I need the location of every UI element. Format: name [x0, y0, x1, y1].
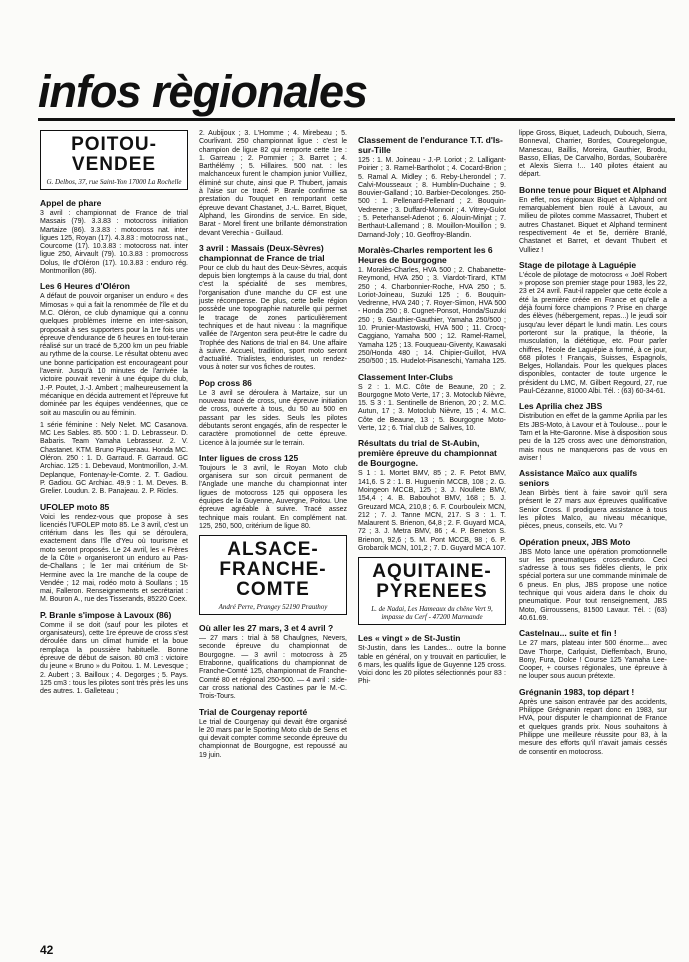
column-1	[40, 130, 188, 700]
article-text: Le 27 mars, plateau inter 500 énorme... avec Dave Thorpe, Carlquist, Dieffembach, Bruno, Bony, Fura, Dolce ! Course 125 Yamaha Lee-Cooper, + courses régionales, une épreuve à ne louper sous aucun prétexte.	[519, 640, 667, 681]
article-heading: Classement de l'endurance T.T. d'Is-sur-Tille	[358, 135, 503, 155]
article-text: Voici les rendez-vous que propose à ses licenciés l'UFOLEP moto 85. Le 3 avril, c'est un critérium dans les îles qui se déroulera, exactement dans l'île d'Yeu où tourisme et moto seront proposés. Le 24 avril, les « Frères de la Côte » organiseront un enduro au Pas-de-Challans ; le 1er mai critérium de St-Hermine avec la 1re manche de la coupe de Vendée ; 12 mai, rodéo moto à Soullans ; 15 mai, Falleron. Renseignements et secrétariat : M. Bouron A., rue des Tisserands, 85220 Coex.	[40, 513, 188, 604]
article-heading: Stage de pilotage à Laguépie	[519, 259, 637, 270]
article-heading: 3 avril : Massais (Deux-Sèvres) championnat de France de trial	[199, 242, 325, 263]
article-text: A défaut de pouvoir organiser un enduro « des Mimosas » qui a fait la renommée de l'île et du M.C. Oléron, ce club dynamique qui a connu quelques problèmes interne en inter-saison, proposait à ses supporters pour la 1re fois une épreuve d'endurance de 6 heures en tout-terain réalisé sur un tracé de 5,200 km un peu friable au rythme de la course. Le résultat obtenu avec une bonne participation est encourageant pour l'avenir. Jusqu'à 10 minutes de l'arrivée la victoire pouvait revenir à une équipe du club, J.-P. Poutet, J.-J. Ambert ; malheureusement la mécanique en décida autrement et l'épreuve fut dominée par les équipes vendéennes, que ce soit au masculin ou au féminin.	[40, 293, 188, 417]
article-heading: Les 6 Heures d'Oléron	[40, 281, 130, 292]
article-heading: Opération pneux, JBS Moto	[519, 536, 631, 547]
article-text: Le 3 avril se déroulera à Martaize, sur un nouveau tracé de cross, une épreuve initiation de cross, ouverte à tous, du 50 au 500 en passant par les sides. Seuls les pilotes débutants seront engagés, afin de respecter le caractère promotionnel de cette épreuve. Licence à la journée sur le terrain.	[199, 389, 347, 447]
article-text: Jean Birbès tient à faire savoir qu'il sera présent le 27 mars aux épreuves qualificative Senior Cross. Il prodiguera assistance à tous les pilotes Maïco, au niveau mécanique, pièces, pneus, conseils, etc. Vu ?	[519, 490, 667, 531]
article-heading: Les Aprilia chez JBS	[519, 401, 603, 412]
article-heading: P. Branle s'impose à Lavoux (86)	[40, 609, 172, 620]
article-text: 2. Aubijoux ; 3. L'Homme ; 4. Mirebeau ; 5. Courlivant. 250 championnat ligue : c'est le champion de ligue 82 qui remporte cette 1re : 1. Garreau ; 2. Pommier ; 3. Barret ; 4. Barthélémy ; 5. Hillaires. 500 nat. : les malchanceux furent le champion junior Vuilliez, éliminé sur chute, ainsi que P. Thubert, jamais à l'aise sur ce tracé. P. Branle confirme sa prestation du Touquet en remportant cette épreuve devant Chastanet, J.-L. Barret, Biquet, Alphand, les Girondins de service. En side, Barat - Morel firent une brillante démonstration devant Verechia - Guillaud.	[199, 130, 347, 237]
article-text: S 1 : 1. Mortet BMV, 85 ; 2. F. Petot BMV, 141,6. S 2 : 1. B. Huguenin MCCB, 108 ; 2. G. Moingeon MCCB, 125 ; 3. J. Noullete BMV, 154,4 ; 4. B. Babouhot BMV, 168 ; 5. J. Greuzard MCA, 210,8 ; 6. F. Courbouleix MCN, 212 ; 7. J. Tanne MCN, 217. S 3 : 1. T. Malaurent S. Brienon, 64,8 ; 2. F. Guyard MCA, 72 ; 3. J. Metra BMV, 86 ; 4. P. Beneton S. Brienon, 92,6 ; 5. M. Pont MCCB, 98 ; 6. P. Grobarcik MCN, 101,2 ; 7. D. Guyard MCA 107.	[358, 470, 506, 552]
article-text: 125 : 1. M. Joineau - J.-P. Loriot ; 2. Lalligant-Poirier ; 3. Ramel-Bartholot ; 4. Cocard-Brion ; 5. Ramal A. Midley ; 6. Reby-Lherondel ; 7. Calvi-Mousseaux ; 8. Humblin-Duchaine ; 9. Bouvier-Galland ; 10. Barbier-Decolonges. 250-500 : 1. Pellenard-Pellenard ; 2. Bouquin-Vedrenne ; 3. Duffard-Monnoir ; 4. Vitrey-Gulot ; 5. Peterhansel-Adenot ; 6. Alouin-Minjat ; 7. Berthaut-Lallemand ; 8. Mouillon-Mouillon ; 9. Darnand-Joly ; 10. Geoffroy-Blandin.	[358, 157, 506, 239]
column-4	[519, 130, 667, 761]
article-heading: Assistance Maïco aux qualifs seniors	[519, 468, 638, 489]
article-text: Après une saison entravée par des accidents, Philippe Grégnanin repart donc en 1983, sur HVA, pour disputer le championnat de France et quelques grands prix. Nous souhaitons à Philippe une meilleure réussite pour 83, à la mesure des efforts qu'il n'avait jamais cessés de consentir en motocross.	[519, 698, 667, 756]
article-text: Toujours le 3 avril, le Royan Moto club organisera sur son circuit permanent de l'Anglade une manche du championnat inter ligues de motocross 125 qui opposera les équipes de la Guyenne, Auvergne, Poitou. Une épreuve agréable à suivre. Tracé assez technique mais roulant. En complément nat. 125, 250, 500, critérium de ligue 80.	[199, 464, 347, 530]
article-heading: Moralès-Charles remportent les 6 Heures de Bourgogne	[358, 244, 493, 265]
article-text: 1. Moralès-Charles, HVA 500 ; 2. Chabanette-Reymond, HVA 250 ; 3. Viardot-Tirard, KTM 250 ; 4. Charbonnier-Roche, HVA 250 ; 5. Loriot-Joineau, Suzuki 125 ; 6. Bouquin-Vedrenne, HVA 240 ; 7. Royer-Simon, HVA 500 - Honda 250 ; 8. Cugnet-Ponsot, Honda/Suzuki 250 ; 9. Gauthier-Gauthier, Yamaha 250/500 ; 10. Prunier-Mastowski, HVA 500 ; 11. Crocq-Caggiano, Yamaha 500 ; 12. Ramel-Ramel, Yamaha 125 ; 13. Fouqueau-Giventy, Kawasaki 250/Honda 480 ; 14. Chipier-Guillot, HVA 250/500 ; 15. Hudelot-Pisaneschi, Yamaha 125.	[358, 266, 507, 366]
article-heading: Pop cross 86	[199, 377, 252, 388]
region-address: André Perre, Prangey 52190 Prauthoy	[218, 603, 328, 612]
region-box-poitou	[40, 130, 188, 190]
region-name: ALSACE-	[227, 539, 319, 561]
article-text: En effet, nos régionaux Biquet et Alphand ont remarquablement bien roulé à Lavoux, au milieu de pilotes comme Massacret, Thubert et autres Chastanet. Biquet et Alphand terminent respectivement 4e et 5e, derrière Branlé, Chastanet et Barret, et devant Thubert et Vulliez !	[519, 196, 667, 254]
article-heading: Trial de Courgenay reporté	[199, 706, 308, 717]
article-text: S 2 : 1. M.C. Côte de Beaune, 20 ; 2. Bourgogne Moto Verte, 17 ; 3. Motoclub Nièvre, 15. S 3 : 1. Sentinelle de Brienon, 20 ; 2. M.C. Autun, 17 ; 3. Motoclub Nièvre, 15 ; 4. M.C. Côte de Beaune, 13 ; 5. Bourgogne Moto-Verte, 12 ; 6. Trial club de Salives, 10.	[358, 383, 506, 433]
article-heading: Où aller les 27 mars, 3 et 4 avril ?	[199, 623, 334, 634]
column-3	[358, 130, 506, 691]
region-name: AQUITAINE-	[372, 561, 492, 583]
region-name: VENDEE	[71, 154, 157, 175]
article-heading: UFOLEP moto 85	[40, 501, 110, 512]
region-name: PYRENEES	[376, 581, 488, 603]
region-name: POITOU-	[71, 134, 157, 155]
region-box-alsace	[199, 535, 347, 615]
region-address: G. Delbos, 37, rue Saint-Yon 17000 La Rochelle	[46, 178, 182, 186]
article-text: — 27 mars : trial à 58 Chaulgnes, Nevers, seconde épreuve du championnat de Bourgogne. — 3 avril : motocross à 25 Etrabonne, qualifications du championnat de Franche-Comté 125, championnat de Franche-Comté 80 et régional 250-500. — 4 avril : side-car cross national des Castines par le M.-C. Trois-Tours.	[199, 635, 347, 701]
article-heading: Appel de phare	[40, 198, 102, 208]
article-text: St-Justin, dans les Landes... outre la bonne table en général, on y trouvait en particulier, le 6 mars, les qualifs ligue de Guyenne 125 cross. Voici donc les 20 pilotes sélectionnés pour 83 : Phi-	[358, 645, 506, 686]
article-heading: Bonne tenue pour Biquet et Alphand	[519, 184, 667, 195]
article-text: JBS Moto lance une opération promotionnelle sur les pneumatiques cross-enduro. Ceci s'adresse à tous ses fidèles clients, le prix spécial portera sur une commande minimale de 6 pneus. En plus, JBS propose une notice technique qui vous aidera dans le choix du pneumatique. Pour tout renseignement, JBS Moto, Girroussens, 81500 Lavaur. Tél. : (63) 40.61.69.	[519, 548, 667, 622]
article-heading: Les « vingt » de St-Justin	[358, 633, 461, 644]
region-name: FRANCHE-	[219, 559, 327, 581]
article-text: Comme il se doit (sauf pour les pilotes et organisateurs), cette 1re épreuve de cross s'est déroulée dans un climat humide et la boue remplaça la poussière habituelle. Bonne épreuve de début de saison. 80 cm3 : victoire du jeune « Bruno » du Poitou. 1. M. Levesque ; 2. Aubert ; 3. Bailloux ; 4. Degorges ; 5. Pays. 125 cm3 : tous les pilotes sont très près les uns des autres. 1. Galleteau ;	[40, 621, 188, 696]
article-heading: Inter ligues de cross 125	[199, 452, 299, 463]
article-text: Le trial de Courgenay qui devait être organisé le 20 mars par le Sporting Moto club de Sens et qui devait compter comme seconde épreuve du championnat de Bourgogne, est repoussé au 19 juin.	[199, 718, 347, 759]
article-text: Pour ce club du haut des Deux-Sèvres, acquis depuis bien longtemps à la cause du trial, dont c'est la spécialité de ses membres, l'organisation d'une manche du CF est une juste récompense. De plus, cette belle région possède une topographie naturelle qui permet le tracage de zones particulièrement techniques et de haut niveau : la magnifique vallée de l'Argenton sera peut-être le cadre du Trophée des Nations de trial en 84. Une affaire à suivre. Accueil, tradition, sport moto seront d'actualité. Trialistes, enduristes, un rendez-vous à noter sur vos fiches de routes.	[199, 264, 347, 372]
column-2	[199, 130, 347, 764]
title-rule	[38, 118, 675, 121]
article-text: Distribution en effet de la gamme Aprilia par les Ets JBS-Moto, à Lavour et à Toulouse... pour le Tarn et la Hte-Garonne. Mise à disposition sous peu de la 125 cross avec une démonstration, mais nous ne manquerons pas de vous en aviser !	[519, 413, 667, 462]
page-number: 42	[40, 943, 54, 957]
article-heading: Grégnanin 1983, top départ !	[519, 686, 635, 697]
article-text: 3 avril : championnat de France de trial Massais (79). 3.3.83 : motocross initiation Martaize (86). 3.3.83 : motocross nat. inter ligues 125, Royan (17). 4.3.83 : motocross nat., Courcome (17). 10.3.83 : motocross nat. inter ligue 250, Airvault (79). 10.3.83 : promocross Dolus, Ile d'Oléron (17). 10.3.83 : enduro rég. Montmorillon (86).	[40, 210, 188, 276]
article-text: 1 série féminine : Nely Nelet. MC Casanova. MC Les Sables. 85. 500 : 1. D. Lebrasseur. D. Babaris. Team Yamaha Lebrasseur. 2. V. Chastanet. KTM. Bruno Piqueraau. Honda MC. Oléron. 250 : 1. D. Garraud. F. Garraud. GC Archiac. 125 : 1. Debevaud, Montmorillon, J.-M. Deplanque, Fontenay-le-Comte. 2. T. Gadiou. P. Gadiou. GC Archiac. 49.9 : 1. M. Deves. B. Grelier. Loudun. 2. B. Panajeau. 2. P. Ricles.	[40, 421, 188, 496]
article-text: L'école de pilotage de motocross « Joël Robert » propose son premier stage pour 1983, les 22, 23 et 24 avril. Faut-il rappeler que cette école a été la première créée en France et qu'elle a déjà fourni force champions ? Prise en charge des élèves (hébergement, repas...) le jeudi soir jusqu'au lever départ le lundi matin. Les cours porteront sur la pratique, la théorie, la musculation, la diététique, etc. Pour parler chiffres, l'école de Laguépie a formé, à ce jour, 668 pilotes ! Français, Suisses, Espagnols, Belges, Hollandais. Pour les quelques places disponibles, contacter de toute urgence le président du LMC, M. Gilbert Regourd, 27, rue Paul-Cézanne, 81000 Albi. Tél. : (63) 60-34-61.	[519, 271, 667, 396]
region-address: L. de Nadai, Les Hameaux du chêne Vert 9, impasse du Cerf - 47200 Marmande	[371, 605, 493, 622]
article-heading: Résultats du trial de St-Aubin, première épreuve du championnat de Bourgogne.	[358, 438, 497, 469]
region-name: COMTE	[236, 579, 310, 601]
article-heading: Classement Inter-Clubs	[358, 371, 453, 382]
page-title: infos règionales	[38, 66, 368, 117]
region-box-aquitaine	[358, 557, 506, 625]
article-heading: Castelnau... suite et fin !	[519, 628, 617, 639]
article-text: lippe Gross, Biquet, Ladeuch, Dubouch, Sierra, Bonneval, Charrier, Bordes, Couregelongue, Manescau, Baillis, Moreira, Gauthier, Brodu, Basso, Ellias, De Carvalho, Bordas, Soubarère et Alexis Sierra !... 140 pilotes étaient au départ.	[519, 130, 667, 179]
